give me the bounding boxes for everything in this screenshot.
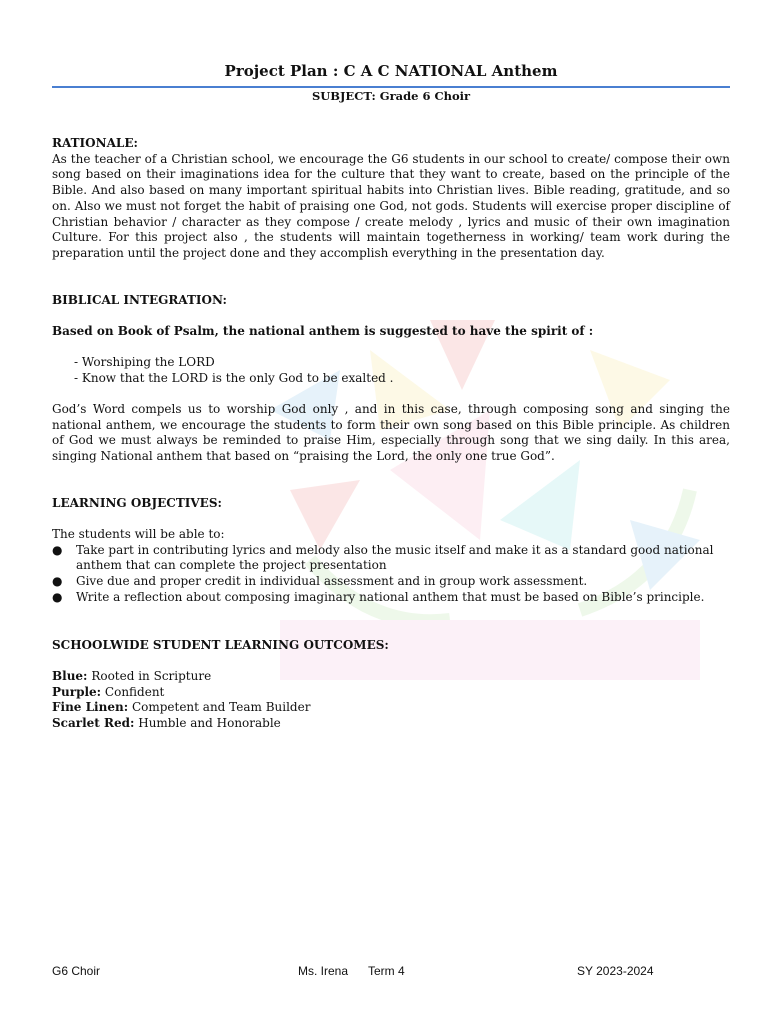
- outcome-text: Competent and Team Builder: [128, 700, 311, 715]
- bullet-icon: ●: [52, 589, 63, 604]
- list-item: [52, 700, 730, 716]
- list-item: - Know that the LORD is the only God to be exalted .: [74, 370, 394, 385]
- objectives-intro: The students will be able to:: [52, 527, 225, 541]
- rationale-heading: RATIONALE:: [52, 136, 138, 150]
- subject-line: SUBJECT: Grade 6 Choir: [311, 89, 471, 103]
- footer-term: Term 4: [368, 964, 405, 978]
- objective-text: Take part in contributing lyrics and melody also the music itself and make it as a standard good national anthem that can complete the project presentation: [76, 542, 714, 573]
- outcome-label: Purple:: [52, 684, 102, 699]
- rationale-section: [52, 136, 730, 262]
- outcomes-heading: SCHOOLWIDE STUDENT LEARNING OUTCOMES:: [52, 638, 389, 652]
- list-item: [52, 716, 730, 732]
- page-title: Project Plan : C A C NATIONAL Anthem: [224, 62, 558, 80]
- objectives-section: [52, 496, 730, 512]
- list-item: - Worshiping the LORD: [74, 355, 215, 369]
- footer-year: SY 2023-2024: [577, 964, 654, 978]
- list-item: [52, 669, 730, 685]
- outcome-label: Fine Linen:: [52, 700, 129, 715]
- biblical-list: [74, 355, 730, 386]
- outcome-text: Humble and Honorable: [134, 716, 281, 731]
- outcome-text: Confident: [101, 684, 165, 699]
- biblical-heading: BIBLICAL INTEGRATION:: [52, 293, 227, 307]
- rationale-body: As the teacher of a Christian school, we encourage the G6 students in our school to create/ compose their own song based on their imaginations idea for the culture that they want to create, based on the principle of the Bible. And also based on many important spiritual habits into Christian lives. Bible reading, gratitude, and so on. Also we must not forget the habit of praising one God, not gods. Students will exercise proper discipline of Christian behavior / character as they compose / create melody , lyrics and music of their own imagination Culture. For this project also , the students will maintain togetherness in working/ team work during the preparation until the project done and they accomplish everything in the presentation day.: [52, 151, 730, 260]
- bullet-icon: ●: [52, 542, 63, 557]
- outcome-label: Blue:: [52, 669, 88, 683]
- biblical-section: [52, 293, 730, 309]
- biblical-subheading: Based on Book of Psalm, the national anthem is suggested to have the spirit of :: [52, 324, 594, 338]
- objectives-list: [52, 527, 730, 606]
- biblical-body: God’s Word compels us to worship God only , and in this case, through composing song and singing the national anthem, we encourage the students to form their own song based on this Bible principle. As children of God we must always be reminded to praise Him, especially through song that we sing daily. In this area, singing National anthem that based on “praising the Lord, the only one true God”.: [52, 402, 730, 464]
- outcomes-list: [52, 669, 730, 732]
- biblical-subsection: [52, 324, 730, 340]
- objectives-heading: LEARNING OBJECTIVES:: [52, 496, 222, 510]
- list-item: [52, 543, 730, 574]
- bullet-icon: ●: [52, 574, 63, 589]
- footer-teacher: Ms. Irena: [298, 964, 349, 978]
- list-item: [52, 590, 730, 606]
- title-underline: [52, 86, 730, 88]
- list-item: [52, 685, 730, 701]
- objective-text: Write a reflection about composing imaginary national anthem that must be based on Bible’s principle.: [76, 589, 705, 604]
- list-item: [52, 574, 730, 590]
- outcomes-section: [52, 638, 730, 654]
- outcome-text: Rooted in Scripture: [87, 669, 212, 683]
- objective-text: Give due and proper credit in individual assessment and in group work assessment.: [76, 574, 588, 589]
- footer-left: G6 Choir: [52, 964, 101, 978]
- outcome-label: Scarlet Red:: [52, 716, 135, 731]
